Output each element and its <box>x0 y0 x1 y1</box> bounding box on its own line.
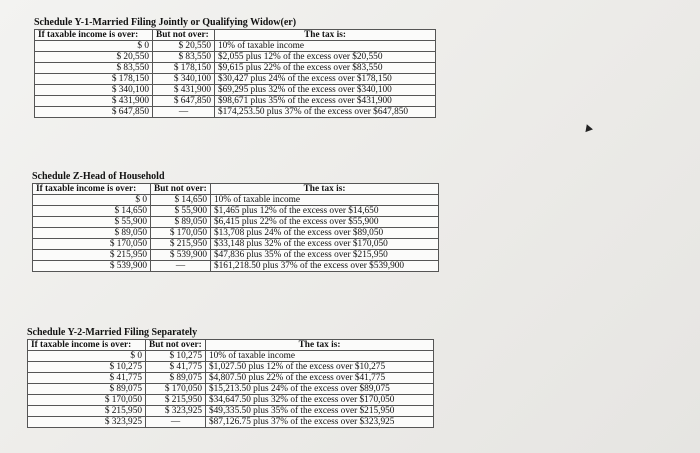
cell-over: $ 83,550 <box>35 63 153 74</box>
tax-table <box>32 183 439 272</box>
cell-not-over: $ 41,775 <box>146 362 206 373</box>
cell-not-over: $ 170,050 <box>151 228 211 239</box>
cell-tax: $6,415 plus 22% of the excess over $55,900 <box>211 217 439 228</box>
cell-tax: $87,126.75 plus 37% of the excess over $323,925 <box>206 417 434 428</box>
cell-tax: $33,148 plus 32% of the excess over $170,050 <box>211 239 439 250</box>
cell-tax: 10% of taxable income <box>206 351 434 362</box>
table-row <box>28 406 434 417</box>
table-row <box>28 351 434 362</box>
table-row <box>33 195 439 206</box>
cell-over: $ 20,550 <box>35 52 153 63</box>
cell-over: $ 55,900 <box>33 217 151 228</box>
table-row <box>35 74 436 85</box>
cell-tax: $47,836 plus 35% of the excess over $215,950 <box>211 250 439 261</box>
cell-tax: $174,253.50 plus 37% of the excess over $647,850 <box>215 107 436 118</box>
cell-tax: $13,708 plus 24% of the excess over $89,050 <box>211 228 439 239</box>
cell-tax: $69,295 plus 32% of the excess over $340,100 <box>215 85 436 96</box>
cell-over: $ 10,275 <box>28 362 146 373</box>
cell-not-over: $ 340,100 <box>153 74 215 85</box>
cell-over: $ 0 <box>28 351 146 362</box>
schedule-y2 <box>27 327 434 428</box>
table-row <box>28 417 434 428</box>
tax-table <box>27 339 434 428</box>
cell-not-over: — <box>146 417 206 428</box>
cell-tax: $49,335.50 plus 35% of the excess over $215,950 <box>206 406 434 417</box>
table-row <box>35 96 436 107</box>
cell-not-over: $ 55,900 <box>151 206 211 217</box>
table-row <box>28 362 434 373</box>
cell-over: $ 0 <box>33 195 151 206</box>
cell-over: $ 431,900 <box>35 96 153 107</box>
cell-not-over: $ 20,550 <box>153 41 215 52</box>
table-row <box>28 395 434 406</box>
table-row <box>33 217 439 228</box>
cell-tax: $15,213.50 plus 24% of the excess over $89,075 <box>206 384 434 395</box>
table-header-row <box>33 184 439 195</box>
schedule-y1 <box>34 17 436 118</box>
schedule-title: Schedule Y-1-Married Filing Jointly or Qualifying Widow(er) <box>34 17 297 28</box>
table-row <box>35 85 436 96</box>
cell-not-over: $ 10,275 <box>146 351 206 362</box>
cell-over: $ 14,650 <box>33 206 151 217</box>
cell-tax: $98,671 plus 35% of the excess over $431,900 <box>215 96 436 107</box>
cell-not-over: — <box>153 107 215 118</box>
cell-over: $ 215,950 <box>28 406 146 417</box>
cell-tax: $2,055 plus 12% of the excess over $20,550 <box>215 52 436 63</box>
cell-not-over: $ 431,900 <box>153 85 215 96</box>
table-row <box>35 107 436 118</box>
header-tax: The tax is: <box>215 30 436 41</box>
table-row <box>33 239 439 250</box>
table-row <box>33 250 439 261</box>
cell-not-over: $ 215,950 <box>151 239 211 250</box>
cell-not-over: $ 323,925 <box>146 406 206 417</box>
cell-tax: $161,218.50 plus 37% of the excess over $539,900 <box>211 261 439 272</box>
table-row <box>28 373 434 384</box>
cell-not-over: $ 83,550 <box>153 52 215 63</box>
cell-not-over: $ 178,150 <box>153 63 215 74</box>
cell-not-over: $ 215,950 <box>146 395 206 406</box>
table-row <box>28 384 434 395</box>
cell-tax: $1,027.50 plus 12% of the excess over $10,275 <box>206 362 434 373</box>
schedule-title: Schedule Y-2-Married Filing Separately <box>27 327 198 338</box>
cell-not-over: — <box>151 261 211 272</box>
cell-over: $ 340,100 <box>35 85 153 96</box>
table-row <box>33 206 439 217</box>
cell-over: $ 89,050 <box>33 228 151 239</box>
cell-not-over: $ 170,050 <box>146 384 206 395</box>
header-not-over: But not over: <box>146 340 206 351</box>
table-row <box>33 261 439 272</box>
cell-tax: $34,647.50 plus 32% of the excess over $170,050 <box>206 395 434 406</box>
cell-over: $ 647,850 <box>35 107 153 118</box>
header-tax: The tax is: <box>206 340 434 351</box>
cell-not-over: $ 89,075 <box>146 373 206 384</box>
table-row <box>35 41 436 52</box>
table-header-row <box>28 340 434 351</box>
header-over: If taxable income is over: <box>33 184 151 195</box>
cell-over: $ 41,775 <box>28 373 146 384</box>
table-header-row <box>35 30 436 41</box>
tax-table <box>34 29 436 118</box>
cell-over: $ 539,900 <box>33 261 151 272</box>
cell-over: $ 323,925 <box>28 417 146 428</box>
table-row <box>35 52 436 63</box>
cell-not-over: $ 14,650 <box>151 195 211 206</box>
header-tax: The tax is: <box>211 184 439 195</box>
header-not-over: But not over: <box>151 184 211 195</box>
table-row <box>35 63 436 74</box>
cell-over: $ 178,150 <box>35 74 153 85</box>
cell-over: $ 215,950 <box>33 250 151 261</box>
table-row <box>33 228 439 239</box>
mouse-cursor-icon <box>583 123 593 132</box>
schedule-z <box>32 171 439 272</box>
cell-tax: $30,427 plus 24% of the excess over $178,150 <box>215 74 436 85</box>
cell-over: $ 170,050 <box>33 239 151 250</box>
cell-tax: 10% of taxable income <box>215 41 436 52</box>
cell-tax: 10% of taxable income <box>211 195 439 206</box>
header-not-over: But not over: <box>153 30 215 41</box>
cell-over: $ 89,075 <box>28 384 146 395</box>
header-over: If taxable income is over: <box>35 30 153 41</box>
cell-over: $ 170,050 <box>28 395 146 406</box>
cell-not-over: $ 647,850 <box>153 96 215 107</box>
cell-tax: $1,465 plus 12% of the excess over $14,650 <box>211 206 439 217</box>
cell-tax: $9,615 plus 22% of the excess over $83,550 <box>215 63 436 74</box>
cell-over: $ 0 <box>35 41 153 52</box>
cell-not-over: $ 539,900 <box>151 250 211 261</box>
header-over: If taxable income is over: <box>28 340 146 351</box>
cell-tax: $4,807.50 plus 22% of the excess over $41,775 <box>206 373 434 384</box>
schedule-title: Schedule Z-Head of Household <box>32 171 165 182</box>
cell-not-over: $ 89,050 <box>151 217 211 228</box>
